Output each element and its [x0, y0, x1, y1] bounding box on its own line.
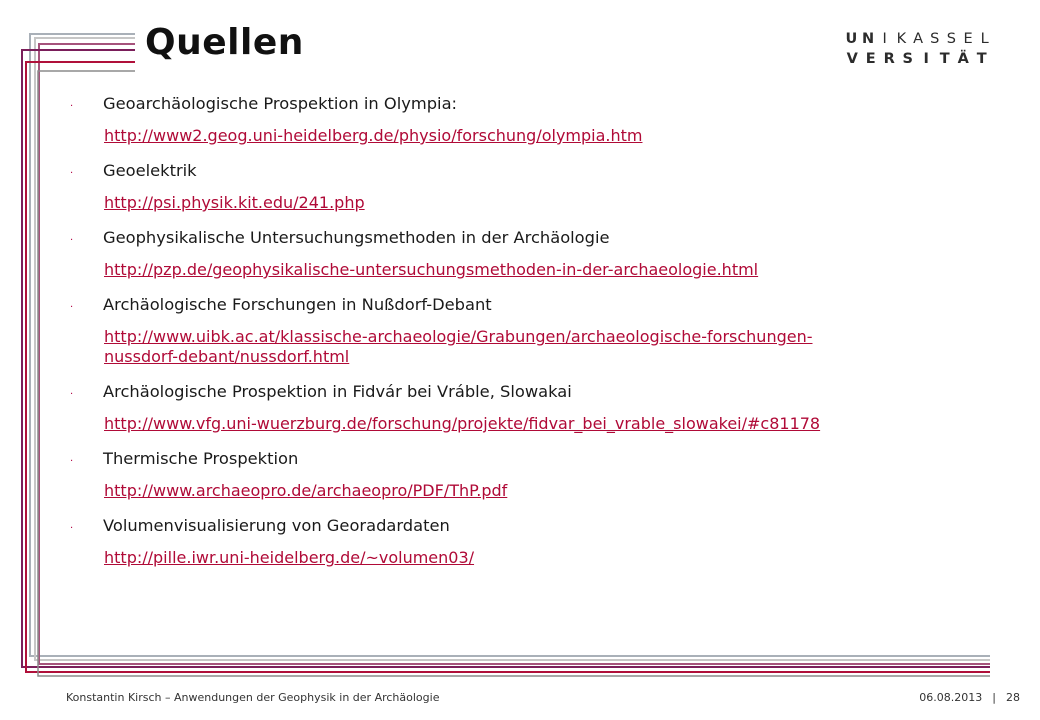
bullet-icon: ·	[70, 523, 74, 534]
source-label: Volumenvisualisierung von Georadardaten	[103, 516, 450, 535]
source-label: Thermische Prospektion	[103, 449, 299, 468]
bullet-icon: ·	[70, 101, 74, 112]
source-label: Geoelektrik	[103, 161, 197, 180]
logo-row-2: V E R S I T Ä T	[846, 51, 987, 67]
footer-date: 06.08.2013	[919, 691, 983, 704]
logo-row-1: U N I K A S S E L	[845, 31, 989, 47]
bullet-icon: ·	[70, 389, 74, 400]
source-link[interactable]: http://pille.iwr.uni-heidelberg.de/~volumen03/	[104, 548, 475, 567]
source-item	[66, 516, 986, 568]
source-link[interactable]: http://www.uibk.ac.at/klassische-archaeologie/Grabungen/archaeologische-forschungen-	[104, 327, 813, 346]
footer-meta	[919, 691, 1020, 704]
source-label: Archäologische Forschungen in Nußdorf-Debant	[103, 295, 492, 314]
source-label: Geoarchäologische Prospektion in Olympia:	[103, 94, 458, 113]
bullet-icon: ·	[70, 302, 74, 313]
footer-author: Konstantin Kirsch – Anwendungen der Geophysik in der Archäologie	[66, 691, 440, 704]
source-link[interactable]: http://pzp.de/geophysikalische-untersuchungsmethoden-in-der-archaeologie.html	[104, 260, 759, 279]
page-title: Quellen	[145, 22, 304, 63]
source-item	[66, 161, 986, 213]
source-item	[66, 382, 986, 434]
source-item	[66, 449, 986, 501]
source-link[interactable]: http://www.vfg.uni-wuerzburg.de/forschung/projekte/fidvar_bei_vrable_slowakei/#c81178	[104, 414, 821, 433]
footer-separator: |	[992, 691, 996, 704]
source-item	[66, 228, 986, 280]
source-link[interactable]: http://www.archaeopro.de/archaeopro/PDF/ThP.pdf	[104, 481, 508, 500]
bullet-icon: ·	[70, 168, 74, 179]
source-label: Archäologische Prospektion in Fidvár bei Vráble, Slowakai	[103, 382, 572, 401]
source-item	[66, 295, 986, 367]
bullet-icon: ·	[70, 235, 74, 246]
source-label: Geophysikalische Untersuchungsmethoden in der Archäologie	[103, 228, 610, 247]
bullet-icon: ·	[70, 456, 74, 467]
university-logo	[843, 31, 993, 67]
source-link[interactable]: http://www2.geog.uni-heidelberg.de/physio/forschung/olympia.htm	[104, 126, 643, 145]
sources-list	[66, 94, 986, 568]
source-link-continuation[interactable]: nussdorf-debant/nussdorf.html	[104, 347, 350, 366]
source-item	[66, 94, 986, 146]
page-number: 28	[1006, 691, 1020, 704]
source-link[interactable]: http://psi.physik.kit.edu/241.php	[104, 193, 365, 212]
